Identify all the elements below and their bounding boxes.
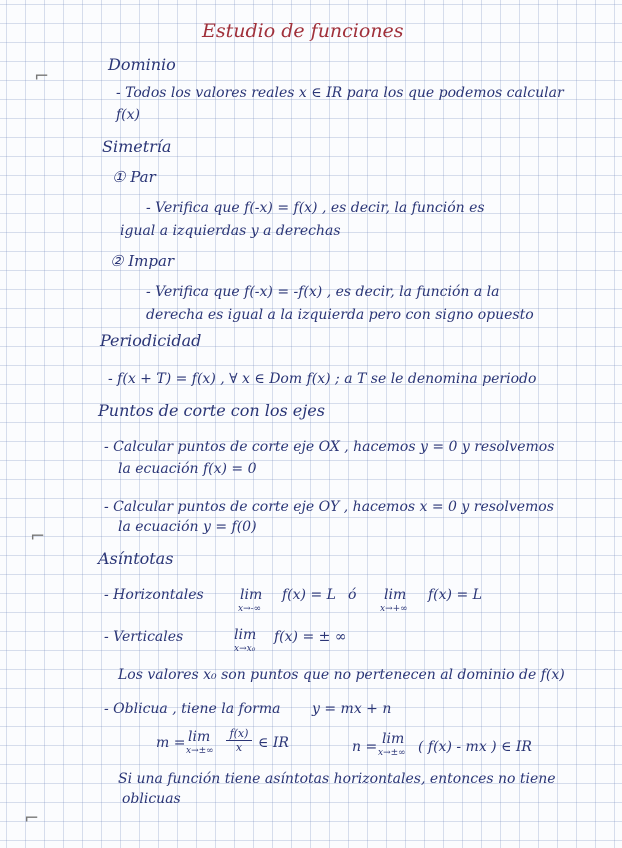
m-label: m = bbox=[156, 735, 186, 751]
asintotas-note-2: oblicuas bbox=[122, 791, 181, 807]
limit-subscript: x→-∞ bbox=[238, 604, 262, 614]
dominio-line-1: - Todos los valores reales x ∈ IR para los que podemos calcular bbox=[116, 85, 564, 101]
heading-dominio: Dominio bbox=[108, 55, 176, 74]
heading-puntos-corte: Puntos de corte con los ejes bbox=[98, 401, 325, 420]
or-word: ó bbox=[348, 587, 357, 603]
n-label: n = bbox=[352, 739, 378, 755]
limit-word: lim bbox=[234, 627, 257, 643]
corte-ox-line-1: - Calcular puntos de corte eje OX , hacemos y = 0 y resolvemos bbox=[104, 439, 555, 455]
m-numerator: f(x) bbox=[229, 727, 249, 740]
limit-word: lim bbox=[240, 587, 263, 603]
n-expr: ( f(x) - mx ) ∈ IR bbox=[418, 739, 532, 755]
margin-mark: ⌐ bbox=[24, 808, 40, 829]
margin-mark: ⌐ bbox=[34, 66, 50, 87]
limit-subscript: x→+∞ bbox=[380, 604, 408, 614]
dominio-line-2: f(x) bbox=[116, 107, 141, 123]
heading-simetria: Simetría bbox=[102, 137, 172, 156]
corte-ox-line-2: la ecuación f(x) = 0 bbox=[118, 461, 257, 477]
label-par: ① Par bbox=[112, 168, 156, 186]
par-line-1: - Verifica que f(-x) = f(x) , es decir, la función es bbox=[146, 200, 485, 216]
periodicidad-line-1: - f(x + T) = f(x) , ∀ x ∈ Dom f(x) ; a T se le denomina periodo bbox=[108, 371, 537, 387]
asintotas-note-1: Si una función tiene asíntotas horizontales, entonces no tiene bbox=[118, 771, 556, 787]
page-title: Estudio de funciones bbox=[202, 20, 404, 42]
m-fraction bbox=[226, 728, 252, 753]
corte-oy-line-2: la ecuación y = f(0) bbox=[118, 519, 257, 535]
label-horizontales: - Horizontales bbox=[104, 587, 204, 603]
heading-asintotas: Asíntotas bbox=[98, 549, 174, 568]
label-verticales: - Verticales bbox=[104, 629, 184, 645]
label-oblicua: - Oblicua , tiene la forma bbox=[104, 701, 281, 717]
vertical-expr: f(x) = ± ∞ bbox=[274, 629, 347, 645]
limit-word: lim bbox=[384, 587, 407, 603]
oblicua-form: y = mx + n bbox=[312, 701, 392, 717]
limit-subscript: x→±∞ bbox=[186, 746, 214, 756]
impar-line-2: derecha es igual a la izquierda pero con signo opuesto bbox=[146, 307, 534, 323]
horizontal-expr-2: f(x) = L bbox=[428, 587, 482, 603]
impar-line-1: - Verifica que f(-x) = -f(x) , es decir, la función a la bbox=[146, 284, 500, 300]
m-tail: ∈ IR bbox=[258, 735, 289, 751]
label-impar: ② Impar bbox=[110, 252, 175, 270]
m-denominator: x bbox=[235, 741, 243, 754]
verticales-note: Los valores x₀ son puntos que no pertenecen al dominio de f(x) bbox=[118, 667, 565, 683]
heading-periodicidad: Periodicidad bbox=[100, 331, 202, 350]
par-line-2: igual a izquierdas y a derechas bbox=[120, 223, 341, 239]
corte-oy-line-1: - Calcular puntos de corte eje OY , hacemos x = 0 y resolvemos bbox=[104, 499, 554, 515]
limit-subscript: x→x₀ bbox=[234, 644, 256, 654]
limit-word: lim bbox=[188, 729, 211, 745]
limit-subscript: x→±∞ bbox=[378, 748, 406, 758]
limit-word: lim bbox=[382, 731, 405, 747]
horizontal-expr-1: f(x) = L bbox=[282, 587, 336, 603]
margin-mark: ⌐ bbox=[30, 526, 46, 547]
